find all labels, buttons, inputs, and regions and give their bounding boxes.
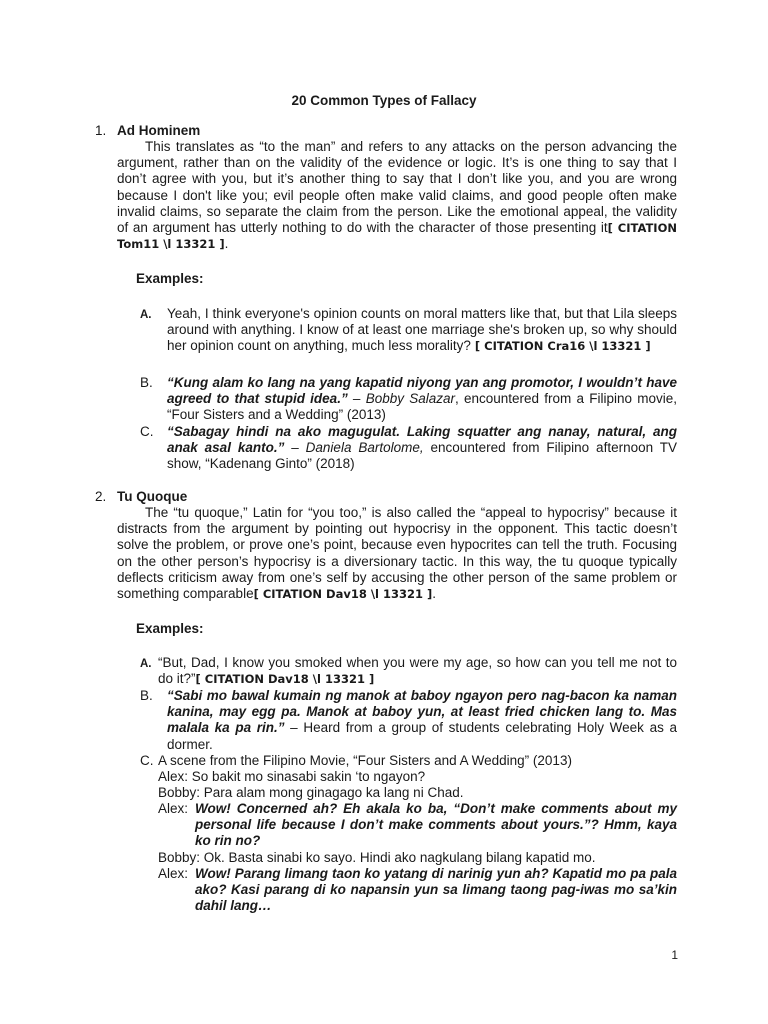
example-source: encountered from Filipino afternoon TV show, “Kadenang Ginto” (2018) (167, 440, 678, 472)
example-speaker: Daniela Bartolome, (305, 440, 424, 456)
dialogue-text: Wow! Concerned ah? Eh akala ko ba, “Don’t make comments about my personal life because I don’t make comments about yours.”? Hmm, kaya ko rin no? (195, 801, 677, 849)
citation: [ CITATION Tom11 \l 13321 ] (117, 221, 677, 252)
list-marker: A. (140, 309, 152, 321)
example-quote: “Sabi mo bawal kumain ng manok at baboy ngayon pero nag-bacon ka naman kanina, may egg pa. Manok at baboy yun, at least fried chicken lang to. Mas malala ka pa rin.” (167, 688, 677, 736)
example-text: A scene from the Filipino Movie, “Four Sisters and A Wedding” (2013) (158, 753, 572, 768)
paragraph-end: . (224, 236, 229, 252)
example-source: , encountered from a Filipino movie, “Four Sisters and a Wedding” (2013) (167, 391, 677, 423)
example-text: “But, Dad, I know you smoked when you were my age, so how can you tell me not to do it?” (158, 655, 677, 687)
example-source: Heard from a group of students celebrating Holy Week as a dormer. (167, 720, 678, 752)
paragraph-text: The “tu quoque,” Latin for “you too,” is also called the “appeal to hypocrisy” because it distracts from the argument by pointing out hypocrisy in the opponent. This tactic doesn’t solve the problem, or prove one’s point, because even hypocrites can tell the truth. Focusing on the other person’s hypocrisy is a diversionary tactic. In this way, the tu quoque typically deflects criticism away from one’s self by accusing the other person of the same problem or something comparable (117, 505, 677, 602)
dialogue-line (158, 866, 677, 915)
example-item (140, 306, 677, 355)
list-marker: B. (140, 375, 153, 390)
paragraph-end: . (432, 586, 437, 602)
citation: [ CITATION Dav18 \l 13321 ] (195, 672, 375, 687)
example-item (140, 753, 677, 769)
dialogue-text: So bakit mo sinasabi sakin ‘to ngayon? (191, 769, 426, 784)
citation: [ CITATION Dav18 \l 13321 ] (253, 587, 433, 602)
dash: – (284, 720, 304, 736)
list-marker: B. (140, 688, 153, 703)
section-heading-ad-hominem (95, 123, 200, 138)
examples-heading: Examples: (136, 271, 204, 286)
dialogue-line (158, 769, 677, 785)
section-heading-tu-quoque (95, 489, 187, 504)
example-item (140, 424, 677, 473)
example-quote: “Sabagay hindi na ako magugulat. Laking squatter ang nanay, natural, ang anak asal kanto.” (167, 424, 677, 456)
example-text: Yeah, I think everyone's opinion counts on moral matters like that, but that Lila sleeps around with anything. I know of at least one marriage she's broken up, so why should her opinion count on anything, much less morality? (167, 306, 677, 354)
list-marker: C. (140, 753, 154, 768)
dialogue-speaker: Bobby: (158, 850, 201, 865)
dialogue-speaker: Alex: (158, 866, 189, 881)
dialogue-speaker: Alex: (158, 769, 189, 784)
dialogue-line (158, 801, 677, 850)
document-title: 20 Common Types of Fallacy (291, 93, 477, 108)
dialogue-speaker: Bobby: (158, 785, 201, 800)
example-speaker: Bobby Salazar (365, 391, 455, 407)
example-quote: “Kung alam ko lang na yang kapatid niyong yan ang promotor, I wouldn’t have agreed to that stupid idea.” (167, 375, 677, 407)
citation: [ CITATION Cra16 \l 13321 ] (470, 339, 651, 354)
section-paragraph (117, 505, 677, 602)
dash: – (347, 391, 366, 407)
dialogue-text: Wow! Parang limang taon ko yatang di narinig yun ah? Kapatid mo pa pala ako? Kasi parang di ko napansin yun sa limang taong pag-iwas mo sa’kin dahil lang… (195, 866, 677, 914)
paragraph-text: This translates as “to the man” and refers to any attacks on the person advancing the argument, rather than on the validity of the evidence or logic. It’s is one thing to say that I don’t agree with you, but it’s another thing to say that I don’t like you, and you are wrong because I don't like you; evil people often make valid claims, and good people often make invalid claims, so separate the claim from the person. Like the emotional appeal, the validity of an argument has utterly nothing to do with the character of those presenting it (117, 139, 677, 236)
list-marker: A. (140, 658, 152, 670)
dialogue-speaker: Alex: (158, 801, 189, 816)
section-name: Tu Quoque (117, 489, 188, 504)
section-name: Ad Hominem (117, 123, 201, 138)
section-number: 1. (95, 123, 107, 138)
section-paragraph (117, 139, 677, 252)
dialogue-text: Ok. Basta sinabi ko sayo. Hindi ako nagkulang bilang kapatid mo. (203, 850, 596, 865)
examples-heading: Examples: (136, 621, 204, 636)
example-item (140, 375, 677, 424)
page-number: 1 (671, 948, 678, 962)
list-marker: C. (140, 424, 154, 439)
dialogue-line (158, 785, 677, 801)
section-number: 2. (95, 489, 107, 504)
dialogue-line (158, 850, 677, 866)
dialogue-text: Para alam mong ginagago ka lang ni Chad. (203, 785, 464, 800)
example-item (140, 688, 677, 753)
dash: – (284, 440, 306, 456)
example-item (140, 655, 677, 687)
